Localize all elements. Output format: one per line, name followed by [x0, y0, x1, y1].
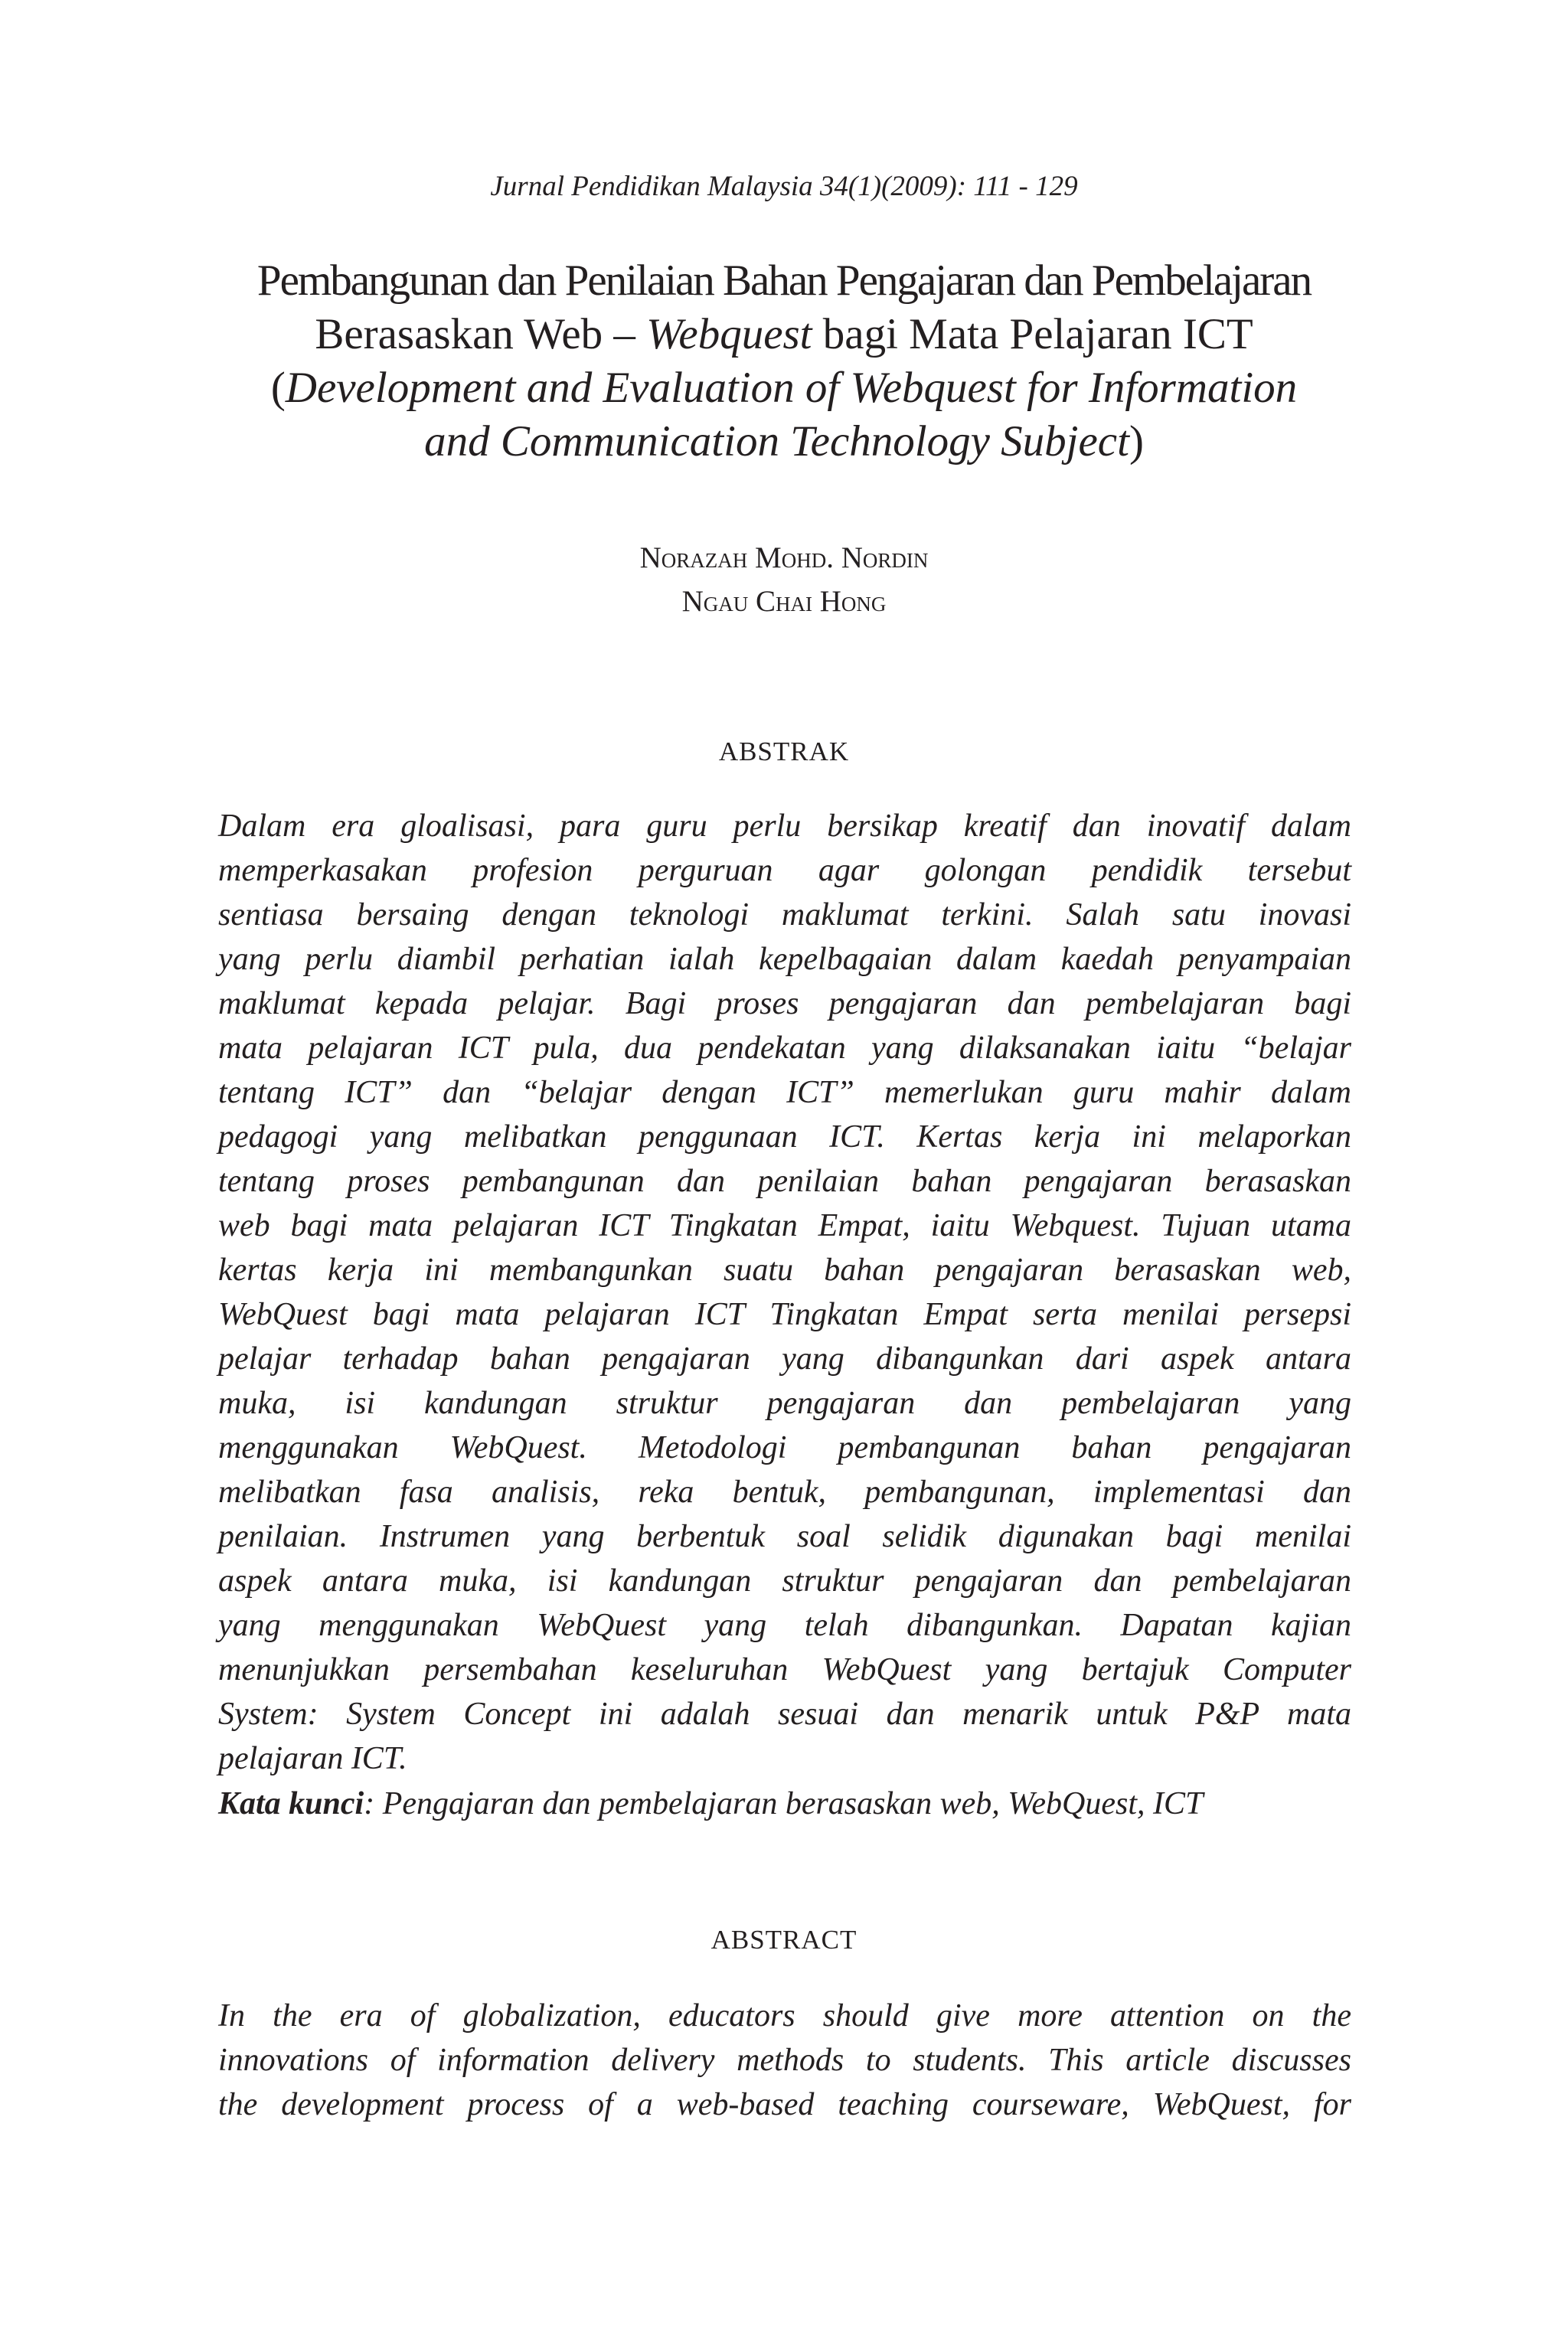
abstrak-line: memperkasakan profesion perguruan agar golongan pendidik tersebut	[218, 853, 1351, 888]
author-name: Norazah Mohd. Nordin	[639, 541, 929, 574]
abstrak-line: WebQuest bagi mata pelajaran ICT Tingkatan Empat serta menilai persepsi	[218, 1297, 1351, 1332]
abstrak-line: maklumat kepada pelajar. Bagi proses pengajaran dan pembelajaran bagi	[218, 986, 1351, 1021]
abstrak-line: menggunakan WebQuest. Metodologi pembangunan bahan pengajaran	[218, 1430, 1351, 1465]
abstract-line: In the era of globalization, educators should give more attention on the	[218, 1998, 1351, 2034]
abstrak-line: menunjukkan persembahan keseluruhan WebQuest yang bertajuk Computer	[218, 1652, 1351, 1687]
article-title	[138, 254, 1430, 469]
abstract-heading: ABSTRACT	[710, 1925, 858, 1955]
title-line-4	[138, 415, 1430, 469]
abstrak-line: tentang ICT” dan “belajar dengan ICT” memerlukan guru mahir dalam	[218, 1075, 1351, 1110]
abstrak-paragraph	[218, 804, 1351, 1781]
title-line-1: Pembangunan dan Penilaian Bahan Pengajaran dan Pembelajaran	[256, 256, 1312, 305]
keywords-label: Kata kunci	[218, 1786, 364, 1821]
abstrak-line: muka, isi kandungan struktur pengajaran dan pembelajaran yang	[218, 1386, 1351, 1421]
author-name: Ngau Chai Hong	[681, 585, 887, 618]
english-title-line-2: and Communication Technology Subject	[424, 417, 1129, 466]
abstrak-line: System: System Concept ini adalah sesuai dan menarik untuk P&P mata	[218, 1697, 1351, 1732]
author-list	[0, 536, 1568, 623]
abstrak-line: penilaian. Instrumen yang berbentuk soal selidik digunakan bagi menilai	[218, 1519, 1351, 1554]
abstract-line: innovations of information delivery methods to students. This article discusses	[218, 2043, 1351, 2078]
abstrak-heading: ABSTRAK	[718, 737, 850, 766]
abstrak-line: sentiasa bersaing dengan teknologi maklumat terkini. Salah satu inovasi	[218, 897, 1351, 933]
abstrak-line: tentang proses pembangunan dan penilaian bahan pengajaran berasaskan	[218, 1164, 1351, 1199]
title-close-paren: )	[1129, 417, 1144, 466]
title-line-2	[138, 308, 1430, 361]
journal-citation: Jurnal Pendidikan Malaysia 34(1)(2009): 111 - 129	[490, 171, 1078, 202]
abstrak-line: kertas kerja ini membangunkan suatu bahan pengajaran berasaskan web,	[218, 1253, 1351, 1288]
title-ict: ICT	[1182, 310, 1253, 358]
title-line-3	[138, 361, 1430, 415]
title-webquest: Webquest	[646, 310, 812, 358]
abstrak-line: yang menggunakan WebQuest yang telah dibangunkan. Dapatan kajian	[218, 1608, 1351, 1643]
keywords	[218, 1785, 1351, 1822]
title-line-2-suffix: bagi Mata Pelajaran	[812, 310, 1183, 358]
abstrak-line: web bagi mata pelajaran ICT Tingkatan Empat, iaitu Webquest. Tujuan utama	[218, 1208, 1351, 1243]
abstrak-line: pelajar terhadap bahan pengajaran yang dibangunkan dari aspek antara	[218, 1341, 1351, 1377]
abstrak-line: Dalam era gloalisasi, para guru perlu bersikap kreatif dan inovatif dalam	[218, 808, 1351, 844]
abstrak-line: mata pelajaran ICT pula, dua pendekatan yang dilaksanakan iaitu “belajar	[218, 1031, 1351, 1066]
abstrak-line: yang perlu diambil perhatian ialah kepelbagaian dalam kaedah penyampaian	[218, 942, 1351, 977]
abstract-paragraph	[218, 1994, 1351, 2127]
title-line-2-prefix: Berasaskan Web –	[315, 310, 647, 358]
keywords-text: : Pengajaran dan pembelajaran berasaskan web, WebQuest, ICT	[364, 1786, 1204, 1821]
abstrak-line: pedagogi yang melibatkan penggunaan ICT. Kertas kerja ini melaporkan	[218, 1119, 1351, 1155]
abstract-line: the development process of a web-based teaching courseware, WebQuest, for	[218, 2087, 1351, 2122]
abstrak-line: pelajaran ICT.	[218, 1741, 407, 1776]
title-open-paren: (	[270, 364, 286, 412]
abstrak-line: aspek antara muka, isi kandungan struktur pengajaran dan pembelajaran	[218, 1563, 1351, 1599]
abstrak-line: melibatkan fasa analisis, reka bentuk, pembangunan, implementasi dan	[218, 1475, 1351, 1510]
english-title-line-1: Development and Evaluation of Webquest for Information	[285, 364, 1298, 412]
